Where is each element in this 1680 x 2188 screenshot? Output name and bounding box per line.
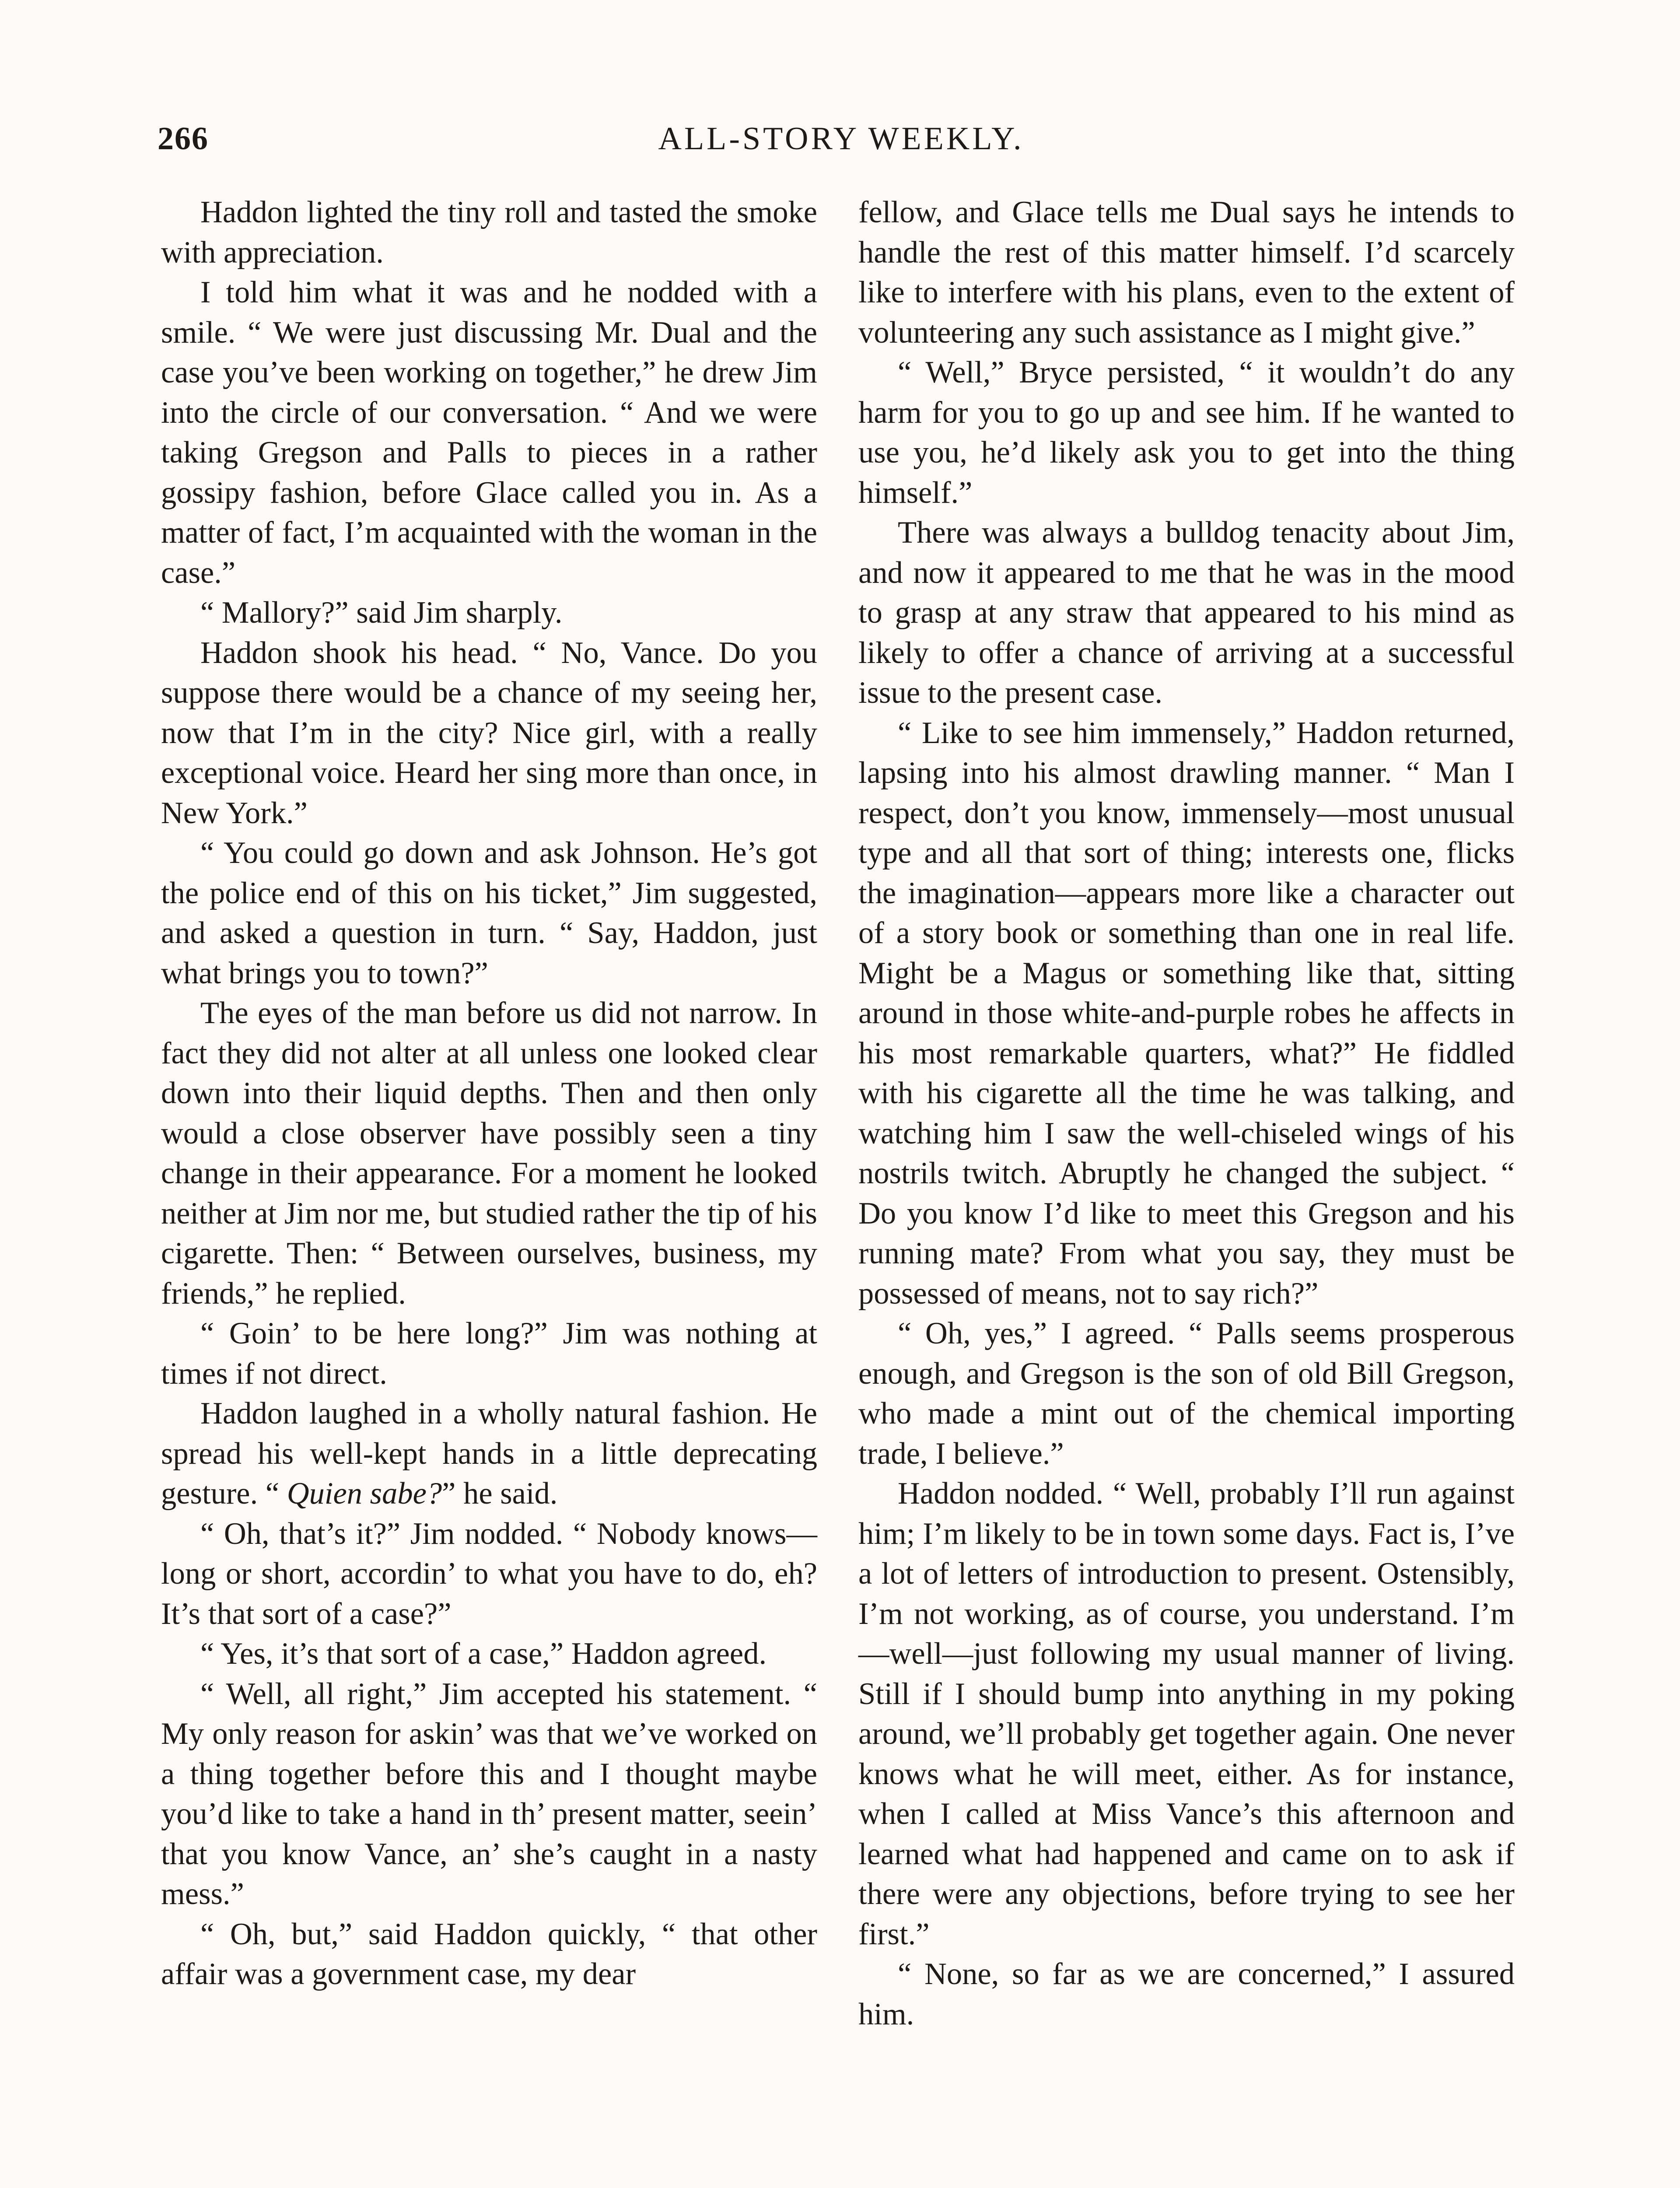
paragraph: “ None, so far as we are concerned,” I assured him. — [858, 1957, 1515, 2031]
paragraph: “ Yes, it’s that sort of a case,” Haddon agreed. — [200, 1637, 767, 1671]
paragraph: “ Like to see him immensely,” Haddon returned, lapsing into his almost drawling manner. “ Man I respect, don’t you know, immensely—most unusual type and all that sort of thing; interests one, flicks the imagination—appears more like a character out of a story book or something than one in real life. Might be a Magus or something like that, sitting around in those white-and-purple robes he affects in his most remarkable quarters, what?” He fiddled with his cigarette all the time he was talking, and watching him I saw the well-chiseled wings of his nostrils twitch. Abruptly he changed the subject. “ Do you know I’d like to meet this Gregson and his running mate? From what you say, they must be possessed of means, not to say rich?” — [858, 715, 1515, 1311]
left-column — [161, 193, 817, 1995]
paragraph: “ You could go down and ask Johnson. He’s got the police end of this on his ticket,” Jim suggested, and asked a question in turn. “ Say, Haddon, just what brings you to town?” — [161, 836, 817, 990]
paragraph: “ Well, all right,” Jim accepted his statement. “ My only reason for askin’ was that we’ve worked on a thing together before this and I thought maybe you’d like to take a hand in th’ present matter, seein’ that you know Vance, an’ she’s caught in a nasty mess.” — [161, 1676, 817, 1911]
magazine-title: ALL-STORY WEEKLY. — [658, 121, 1024, 157]
paragraph: “ Mallory?” said Jim sharply. — [200, 596, 563, 630]
paragraph: Haddon nodded. “ Well, probably I’ll run against him; I’m likely to be in town some days. Fact is, I’ve a lot of letters of introduction to present. Ostensibly, I’m not working, as of course, you understand. I’m —well—just following my usual manner of living. Still if I should bump into anything in my poking around, we’ll probably get together again. One never knows what he will meet, either. As for instance, when I called at Miss Vance’s this afternoon and learned what had happened and came on to ask if there were any objections, before trying to see her first.” — [858, 1476, 1515, 1951]
paragraph: Haddon laughed in a wholly natural fashion. He spread his well-kept hands in a little deprecating gesture. “ Quien sabe?” he said. — [161, 1396, 817, 1511]
paragraph-continued: fellow, and Glace tells me Dual says he intends to handle the rest of this matter himself. I’d scarcely like to interfere with his plans, even to the extent of volunteering any such assistance as I might give.” — [858, 195, 1515, 350]
paragraph: “ Goin’ to be here long?” Jim was nothing at times if not direct. — [161, 1316, 817, 1391]
paragraph: I told him what it was and he nodded with a smile. “ We were just discussing Mr. Dual and the case you’ve been working on together,” he drew Jim into the circle of our conversation. “ And we were taking Gregson and Palls to pieces in a rather gossipy fashion, before Glace called you in. As a matter of fact, I’m acquainted with the woman in the case.” — [161, 275, 817, 590]
paragraph: “ Oh, yes,” I agreed. “ Palls seems prosperous enough, and Gregson is the son of old Bill Gregson, who made a mint out of the chemical importing trade, I believe.” — [858, 1316, 1515, 1471]
page-number: 266 — [158, 121, 209, 157]
paragraph: “ Oh, that’s it?” Jim nodded. “ Nobody knows—long or short, accordin’ to what you have to do, eh? It’s that sort of a case?” — [161, 1516, 817, 1631]
paragraph: Haddon shook his head. “ No, Vance. Do you suppose there would be a chance of my seeing her, now that I’m in the city? Nice girl, with a really exceptional voice. Heard her sing more than once, in New York.” — [161, 635, 817, 830]
paragraph: Haddon lighted the tiny roll and tasted the smoke with appreciation. — [161, 195, 817, 270]
paragraph: “ Oh, but,” said Haddon quickly, “ that other affair was a government case, my dear — [161, 1917, 817, 1991]
right-column — [858, 193, 1515, 2034]
paragraph: The eyes of the man before us did not narrow. In fact they did not alter at all unless one looked clear down into their liquid depths. Then and then only would a close observer have possibly seen a tiny change in their appearance. For a moment he looked neither at Jim nor me, but studied rather the tip of his cigarette. Then: “ Between ourselves, business, my friends,” he replied. — [161, 996, 817, 1311]
paragraph: There was always a bulldog tenacity about Jim, and now it appeared to me that he was in the mood to grasp at any straw that appeared to his mind as likely to offer a chance of arriving at a successful issue to the present case. — [858, 515, 1515, 710]
running-head — [158, 115, 1525, 163]
paragraph: “ Well,” Bryce persisted, “ it wouldn’t do any harm for you to go up and see him. If he wanted to use you, he’d likely ask you to get into the thing himself.” — [858, 355, 1515, 510]
